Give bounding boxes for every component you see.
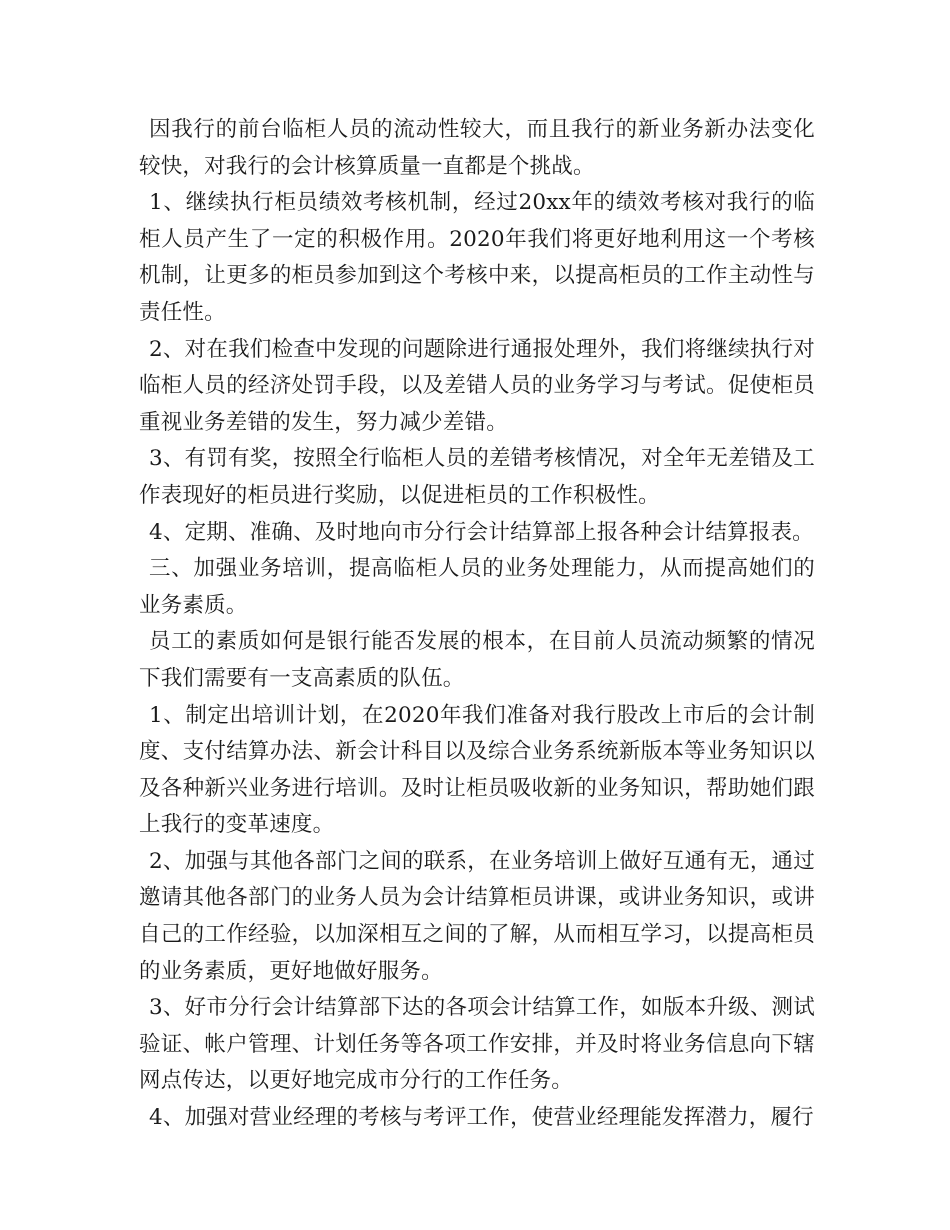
section-heading-training: 三、加强业务培训，提高临柜人员的业务处理能力，从而提高她们的业务素质。	[139, 556, 815, 618]
paragraph-staff-quality: 员工的素质如何是银行能否发展的根本，在目前人员流动频繁的情况下我们需要有一支高素质的队伍。	[139, 629, 815, 691]
paragraph-item-2-penalty: 2、对在我们检查中发现的问题除进行通报处理外，我们将继续执行对临柜人员的经济处罚手段，以及差错人员的业务学习与考试。促使柜员重视业务差错的发生，努力减少差错。	[139, 336, 815, 435]
paragraph-item-1-performance: 1、继续执行柜员绩效考核机制，经过20xx年的绩效考核对我行的临柜人员产生了一定的积极作用。2020年我们将更好地利用这一个考核机制，让更多的柜员参加到这个考核中来，以提高柜员的工作主动性与责任性。	[139, 190, 815, 325]
paragraph-intro: 因我行的前台临柜人员的流动性较大，而且我行的新业务新办法变化较快，对我行的会计核算质量一直都是个挑战。	[139, 117, 815, 179]
paragraph-item-3-reward: 3、有罚有奖，按照全行临柜人员的差错考核情况，对全年无差错及工作表现好的柜员进行奖励，以促进柜员的工作积极性。	[139, 446, 815, 508]
paragraph-training-item-4: 4、加强对营业经理的考核与考评工作，使营业经理能发挥潜力，履行	[149, 1105, 814, 1131]
paragraph-training-item-2: 2、加强与其他各部门之间的联系，在业务培训上做好互通有无，通过邀请其他各部门的业务人员为会计结算柜员讲课，或讲业务知识，或讲自己的工作经验，以加深相互之间的了解，从而相互学习，以提高柜员的业务素质，更好地做好服务。	[139, 848, 815, 984]
paragraph-training-item-3: 3、好市分行会计结算部下达的各项会计结算工作，如版本升级、测试验证、帐户管理、计划任务等各项工作安排，并及时将业务信息向下辖网点传达，以更好地完成市分行的工作任务。	[139, 995, 815, 1094]
paragraph-training-item-1: 1、制定出培训计划，在2020年我们准备对我行股改上市后的会计制度、支付结算办法、新会计科目以及综合业务系统新版本等业务知识以及各种新兴业务进行培训。及时让柜员吸收新的业务知识，帮助她们跟上我行的变革速度。	[139, 702, 815, 838]
document-body	[139, 112, 815, 1137]
paragraph-item-4-reports: 4、定期、准确、及时地向市分行会计结算部上报各种会计结算报表。	[149, 519, 814, 545]
